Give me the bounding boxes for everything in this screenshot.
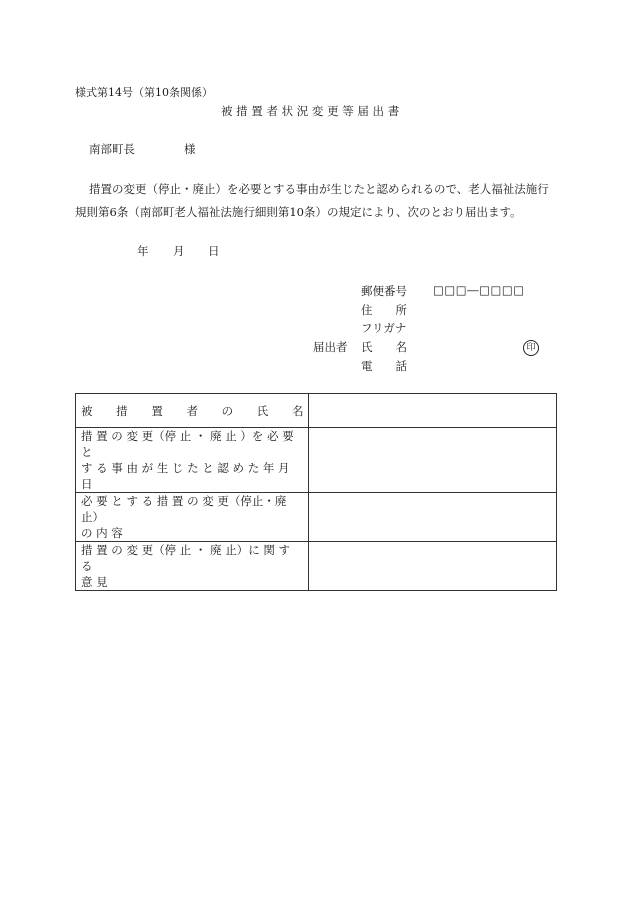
label-line: 必 要 と す る 措 置 の 変 更（停止・廃止） bbox=[81, 494, 287, 524]
label-char: の bbox=[221, 403, 234, 418]
applicant-label: 届出者 bbox=[313, 340, 348, 354]
row-label-person-name bbox=[76, 394, 309, 428]
addressee-honorific: 様 bbox=[184, 142, 196, 156]
label-line: 措 置 の 変 更（停 止 ・ 廃 止 ）を 必 要 と bbox=[81, 429, 294, 459]
date-year-label: 年 bbox=[137, 244, 149, 258]
label-char: 措 bbox=[116, 403, 128, 418]
postal-code-label: 郵便番号 bbox=[361, 284, 407, 298]
postal-code-boxes[interactable]: □□□―□□□□ bbox=[433, 283, 525, 297]
row-label-recognition-date bbox=[76, 428, 309, 493]
furigana-label: フリガナ bbox=[361, 321, 407, 335]
person-name-field[interactable] bbox=[309, 394, 557, 428]
label-char: 被 bbox=[81, 403, 93, 418]
label-line: 措 置 の 変 更（停 止 ・ 廃 止）に 関 す る bbox=[81, 543, 291, 573]
table-row bbox=[76, 542, 557, 591]
table-row bbox=[76, 493, 557, 542]
form-number: 様式第14号（第10条関係） bbox=[75, 86, 213, 99]
label-char: 名 bbox=[291, 403, 304, 418]
document-title: 被 措 置 者 状 況 変 更 等 届 出 書 bbox=[221, 104, 400, 118]
date-day-label: 日 bbox=[208, 244, 220, 258]
addressee-name: 南部町長 bbox=[89, 142, 135, 156]
name-label: 氏 名 bbox=[361, 340, 407, 354]
body-line-2: 規則第6条（南部町老人福祉法施行細則第10条）の規定により、次のとおり届出ます。 bbox=[75, 205, 522, 219]
opinion-field[interactable] bbox=[309, 542, 557, 591]
label-line: の 内 容 bbox=[81, 526, 123, 540]
date-month-label: 月 bbox=[173, 244, 185, 258]
table-row bbox=[76, 394, 557, 428]
address-label: 住 所 bbox=[361, 303, 407, 317]
body-line-1: 措置の変更（停止・廃止）を必要とする事由が生じたと認められるので、老人福祉法施行 bbox=[89, 182, 549, 196]
recognition-date-field[interactable] bbox=[309, 428, 557, 493]
row-label-opinion bbox=[76, 542, 309, 591]
change-content-field[interactable] bbox=[309, 493, 557, 542]
label-line: す る 事 由 が 生 じ た と 認 め た 年 月 日 bbox=[81, 461, 290, 491]
phone-label: 電 話 bbox=[361, 359, 407, 373]
table-row bbox=[76, 428, 557, 493]
label-line: 意 見 bbox=[81, 575, 108, 589]
label-char: 氏 bbox=[256, 403, 269, 418]
change-details-table bbox=[75, 393, 557, 591]
label-char: 者 bbox=[186, 403, 198, 418]
row-label-change-content bbox=[76, 493, 309, 542]
seal-mark-icon: 印 bbox=[523, 340, 539, 356]
label-char: 置 bbox=[151, 403, 163, 418]
